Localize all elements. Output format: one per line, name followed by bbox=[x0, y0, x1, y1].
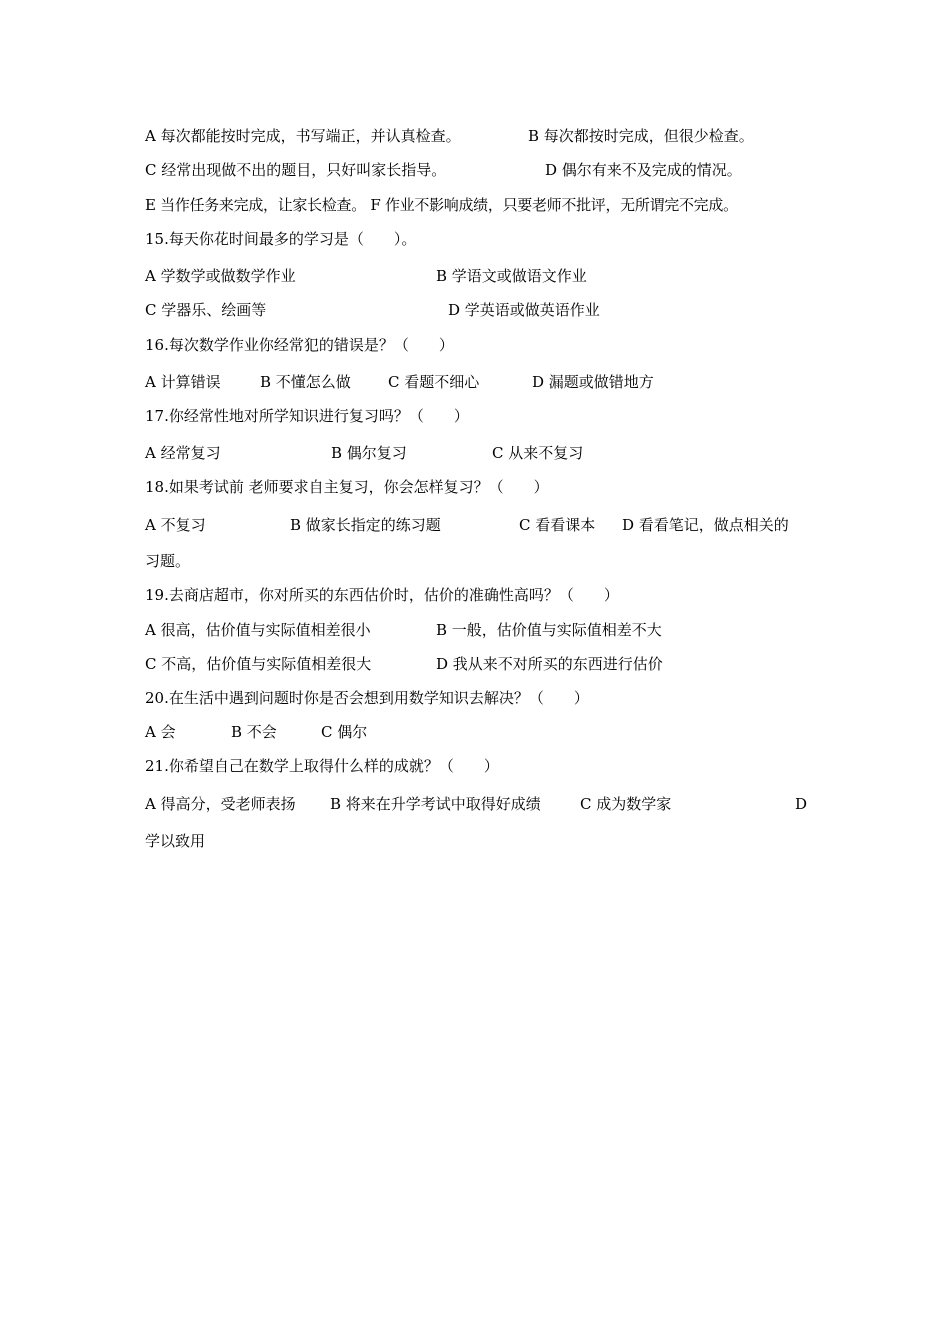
q17-option-c: C 从来不复习 bbox=[492, 444, 584, 462]
q15-option-a: A 学数学或做数学作业 bbox=[145, 267, 296, 285]
q14-option-a: A 每次都能按时完成，书写端正，并认真检查。 bbox=[145, 127, 461, 145]
q14-option-ef: E 当作任务来完成，让家长检查。 F 作业不影响成绩，只要老师不批评，无所谓完不完成。 bbox=[145, 196, 738, 214]
q21-option-d-continuation: 学以致用 bbox=[145, 832, 206, 850]
q15-question: 15.每天你花时间最多的学习是（ ）。 bbox=[145, 230, 417, 248]
q18-option-a: A 不复习 bbox=[145, 516, 206, 534]
q16-option-c: C 看题不细心 bbox=[388, 373, 480, 391]
q14-option-b: B 每次都按时完成，但很少检查。 bbox=[528, 127, 754, 145]
q21-option-b: B 将来在升学考试中取得好成绩 bbox=[330, 795, 541, 813]
q19-question: 19.去商店超市，你对所买的东西估价时，估价的准确性高吗？（ ） bbox=[145, 586, 619, 604]
q17-option-b: B 偶尔复习 bbox=[331, 444, 407, 462]
q16-option-a: A 计算错误 bbox=[145, 373, 221, 391]
q18-option-d: D 看看笔记，做点相关的 bbox=[622, 516, 789, 534]
q19-option-d: D 我从来不对所买的东西进行估价 bbox=[436, 655, 663, 673]
q20-option-c: C 偶尔 bbox=[321, 723, 368, 741]
q21-question: 21.你希望自己在数学上取得什么样的成就？（ ） bbox=[145, 757, 499, 775]
q15-option-b: B 学语文或做语文作业 bbox=[436, 267, 587, 285]
q19-option-a: A 很高，估价值与实际值相差很小 bbox=[145, 621, 371, 639]
q21-option-c: C 成为数学家 bbox=[580, 795, 672, 813]
q17-question: 17.你经常性地对所学知识进行复习吗？（ ） bbox=[145, 407, 469, 425]
q21-option-a: A 得高分，受老师表扬 bbox=[145, 795, 296, 813]
q16-question: 16.每次数学作业你经常犯的错误是？（ ） bbox=[145, 336, 454, 354]
q16-option-d: D 漏题或做错地方 bbox=[532, 373, 654, 391]
q18-option-b: B 做家长指定的练习题 bbox=[290, 516, 441, 534]
q21-option-d: D bbox=[795, 795, 808, 813]
q18-question: 18.如果考试前 老师要求自主复习，你会怎样复习？（ ） bbox=[145, 478, 549, 496]
q18-option-d-continuation: 习题。 bbox=[145, 552, 191, 570]
q19-option-c: C 不高，估价值与实际值相差很大 bbox=[145, 655, 372, 673]
q17-option-a: A 经常复习 bbox=[145, 444, 221, 462]
q20-question: 20.在生活中遇到问题时你是否会想到用数学知识去解决？（ ） bbox=[145, 689, 589, 707]
q14-option-d: D 偶尔有来不及完成的情况。 bbox=[545, 161, 742, 179]
q20-option-b: B 不会 bbox=[231, 723, 277, 741]
q14-option-c: C 经常出现做不出的题目，只好叫家长指导。 bbox=[145, 161, 447, 179]
q18-option-c: C 看看课本 bbox=[519, 516, 596, 534]
q15-option-d: D 学英语或做英语作业 bbox=[448, 301, 600, 319]
q20-option-a: A 会 bbox=[145, 723, 176, 741]
q19-option-b: B 一般，估价值与实际值相差不大 bbox=[436, 621, 662, 639]
q16-option-b: B 不懂怎么做 bbox=[260, 373, 351, 391]
q15-option-c: C 学器乐、绘画等 bbox=[145, 301, 267, 319]
